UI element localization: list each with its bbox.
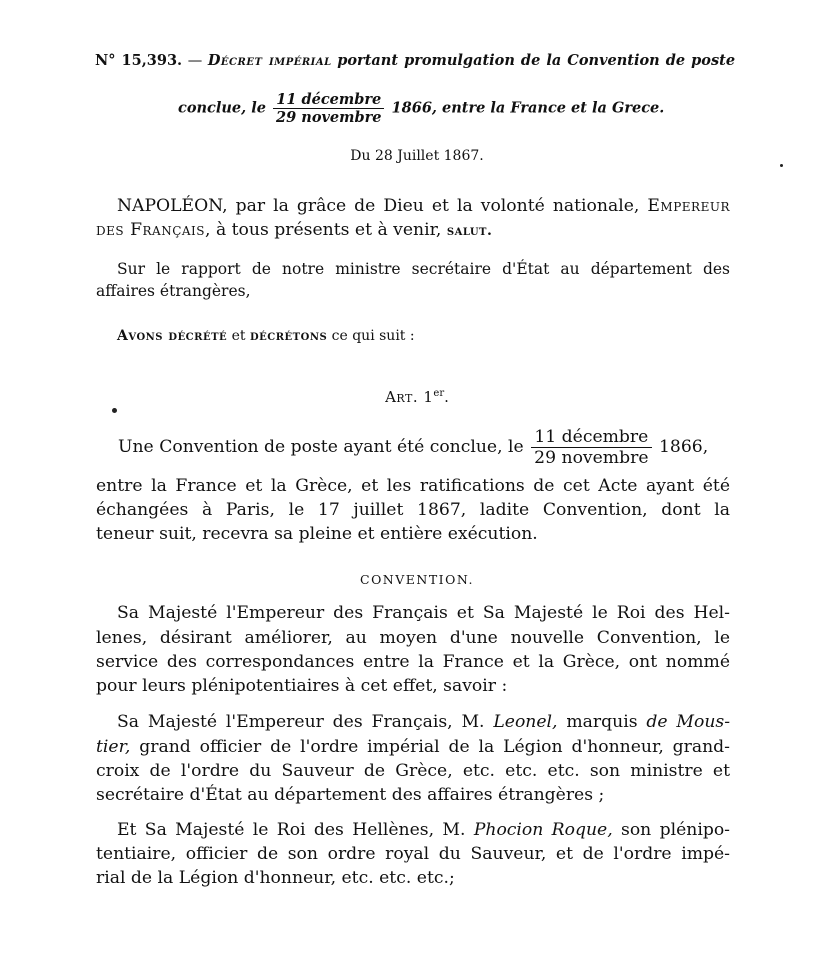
article-title-main: Art. 1 — [385, 388, 434, 406]
article-title-sup: er — [433, 388, 445, 399]
intro-line-2-text: , à tous présents et à venir, — [205, 220, 442, 240]
avons-et: et — [231, 328, 246, 344]
intro-salut: salut. — [446, 223, 493, 239]
convention-p3-line-1 — [117, 820, 730, 840]
decretons: décrétons — [249, 328, 328, 344]
heading-conclue: conclue, le — [178, 99, 266, 117]
avons-decrete: Avons décrété — [117, 328, 228, 344]
article-title-end: . — [444, 388, 449, 406]
heading-dash: — — [187, 53, 203, 69]
p2-line-2-rest: grand officier de l'ordre impérial de la Légion d'honneur, grand- — [139, 737, 730, 757]
p2-leonel: Leonel, — [493, 712, 558, 732]
intro-line-2 — [96, 220, 492, 240]
convention-p1-line-2: lenes, désirant améliorer, au moyen d'une nouvelle Convention, le — [96, 628, 730, 648]
heading-fraction-denominator: 29 novembre — [276, 109, 382, 127]
avons-decrete-line — [117, 328, 415, 344]
decree-title: portant promulgation de la Convention de poste — [337, 52, 736, 69]
article-line-2: entre la France et la Grèce, et les ratifications de cet Acte ayant été — [96, 476, 730, 496]
p3-phocion-roque: Phocion Roque, — [473, 820, 613, 840]
convention-p1-line-1: Sa Majesté l'Empereur des Français et Sa Majesté le Roi des Hel- — [117, 603, 730, 623]
heading-fraction-numerator: 11 décembre — [273, 92, 384, 109]
decree-number: N° 15,393. — [95, 52, 183, 69]
convention-p2-line-2 — [96, 737, 730, 757]
decree-heading-line-2 — [178, 92, 664, 125]
p2-tier: tier, — [96, 737, 131, 757]
article-fraction-numerator: 11 décembre — [531, 428, 651, 448]
intro-line-1-text: , par la grâce de Dieu et la volonté nationale, — [222, 196, 640, 216]
p3-start: Et Sa Majesté le Roi des Hellènes, M. — [117, 820, 466, 840]
article-date-fraction — [531, 428, 651, 467]
heading-year-rest: 1866, entre la France et la Grece. — [391, 99, 665, 117]
decree-date: Du 28 Juillet 1867. — [350, 148, 484, 164]
intro-des-francais: des Français — [96, 220, 206, 240]
convention-p1-line-3: service des correspondances entre la France et la Grèce, ont nommé — [96, 652, 730, 672]
heading-date-fraction — [273, 92, 384, 125]
article-line-3: échangées à Paris, le 17 juillet 1867, ladite Convention, dont la — [96, 500, 730, 520]
intro-line-1 — [117, 196, 730, 216]
p2-marquis: marquis — [566, 712, 638, 732]
convention-p2-line-3: croix de l'ordre du Sauveur de Grèce, etc. etc. etc. son ministre et — [96, 761, 730, 781]
article-line-1-year: 1866, — [658, 437, 709, 458]
article-fraction-denominator: 29 novembre — [534, 448, 649, 469]
rapport-line-1: Sur le rapport de notre ministre secrétaire d'État au département des — [117, 260, 730, 278]
p3-line-1-rest: son plénipo- — [621, 820, 730, 840]
stray-mark-right — [780, 164, 783, 167]
convention-p3-line-3: rial de la Légion d'honneur, etc. etc. etc.; — [96, 868, 455, 888]
decree-type: Décret impérial — [207, 52, 332, 69]
p2-start: Sa Majesté l'Empereur des Français, M. — [117, 712, 485, 732]
convention-p2-line-1 — [117, 712, 730, 732]
p2-de-moustier: de Mous- — [646, 712, 731, 732]
emperor-name: NAPOLÉON — [117, 196, 223, 216]
article-line-1 — [118, 428, 708, 467]
decree-heading-line-1 — [95, 52, 735, 69]
article-line-1-start: Une Convention de poste ayant été conclue, le — [118, 437, 524, 458]
convention-p1-line-4: pour leurs plénipotentiaires à cet effet, savoir : — [96, 676, 508, 696]
article-line-4: teneur suit, recevra sa pleine et entière exécution. — [96, 524, 538, 544]
convention-title: CONVENTION. — [360, 572, 474, 587]
stray-mark — [112, 408, 117, 413]
convention-p2-line-4: secrétaire d'État au département des affaires étrangères ; — [96, 785, 605, 805]
convention-p3-line-2: tentiaire, officier de son ordre royal du Sauveur, et de l'ordre impé- — [96, 844, 730, 864]
rapport-line-2: affaires étrangères, — [96, 282, 251, 300]
intro-emperor-title: Empereur — [647, 196, 730, 216]
article-title — [0, 388, 834, 406]
avons-rest: ce qui suit : — [331, 328, 415, 344]
